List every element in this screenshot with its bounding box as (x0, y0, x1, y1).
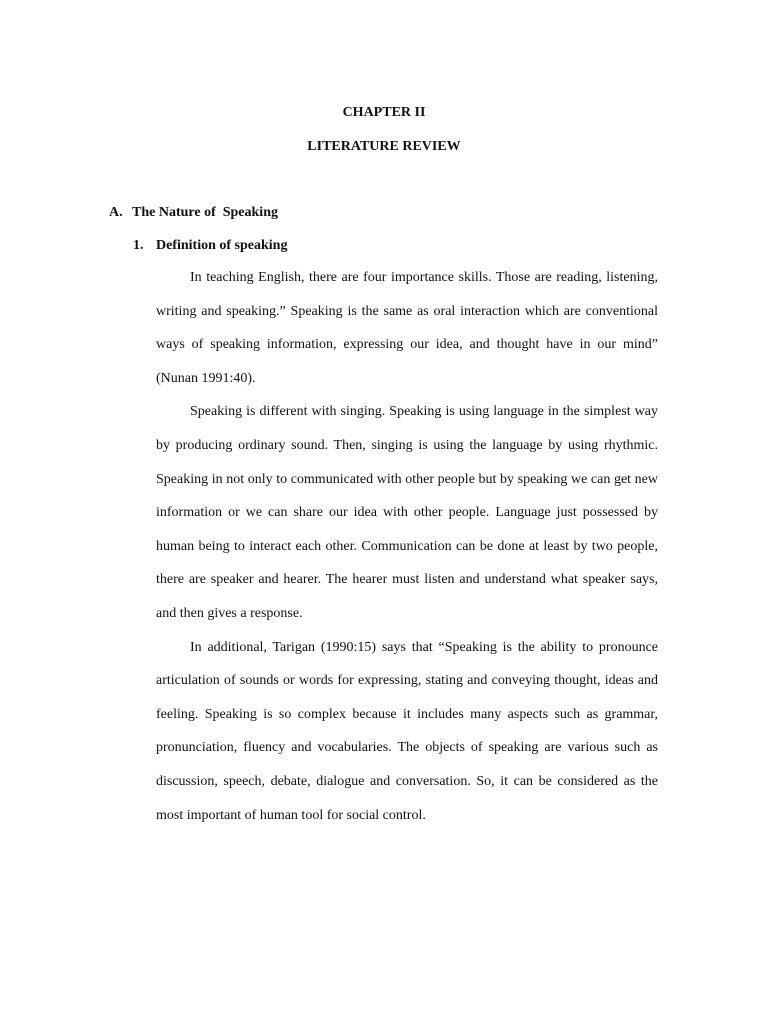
chapter-subtitle: LITERATURE REVIEW (307, 139, 461, 154)
body-text (156, 261, 658, 832)
chapter-title: CHAPTER II (342, 105, 426, 120)
section-number: A. (109, 205, 123, 220)
subsection-number: 1. (133, 238, 144, 253)
paragraph: In additional, Tarigan (1990:15) says that “Speaking is the ability to pronounce articulation of sounds or words for expressing, stating and conveying thought, ideas and feeling. Speaking is so complex because it includes many aspects such as grammar, pronunciation, fluency and vocabularies. The objects of speaking are various such as discussion, speech, debate, dialogue and conversation. So, it can be considered as the most important of human tool for social control. (156, 639, 658, 823)
paragraph: Speaking is different with singing. Speaking is using language in the simplest way by producing ordinary sound. Then, singing is using the language by using rhythmic. Speaking in not only to communicated with other people but by speaking we can get new information or we can share our idea with other people. Language just possessed by human being to interact each other. Communication can be done at least by two people, there are speaker and hearer. The hearer must listen and understand what speaker says, and then gives a response. (156, 404, 658, 621)
paragraph: In teaching English, there are four importance skills. Those are reading, listening, writing and speaking.” Speaking is the same as oral interaction which are conventional ways of speaking information, expressing our idea, and thought have in our mind” (Nunan 1991:40). (156, 270, 658, 386)
subsection-title: Definition of speaking (156, 238, 288, 253)
subsection-heading (133, 236, 287, 256)
section-heading (109, 203, 278, 223)
section-title: The Nature of Speaking (132, 205, 278, 220)
